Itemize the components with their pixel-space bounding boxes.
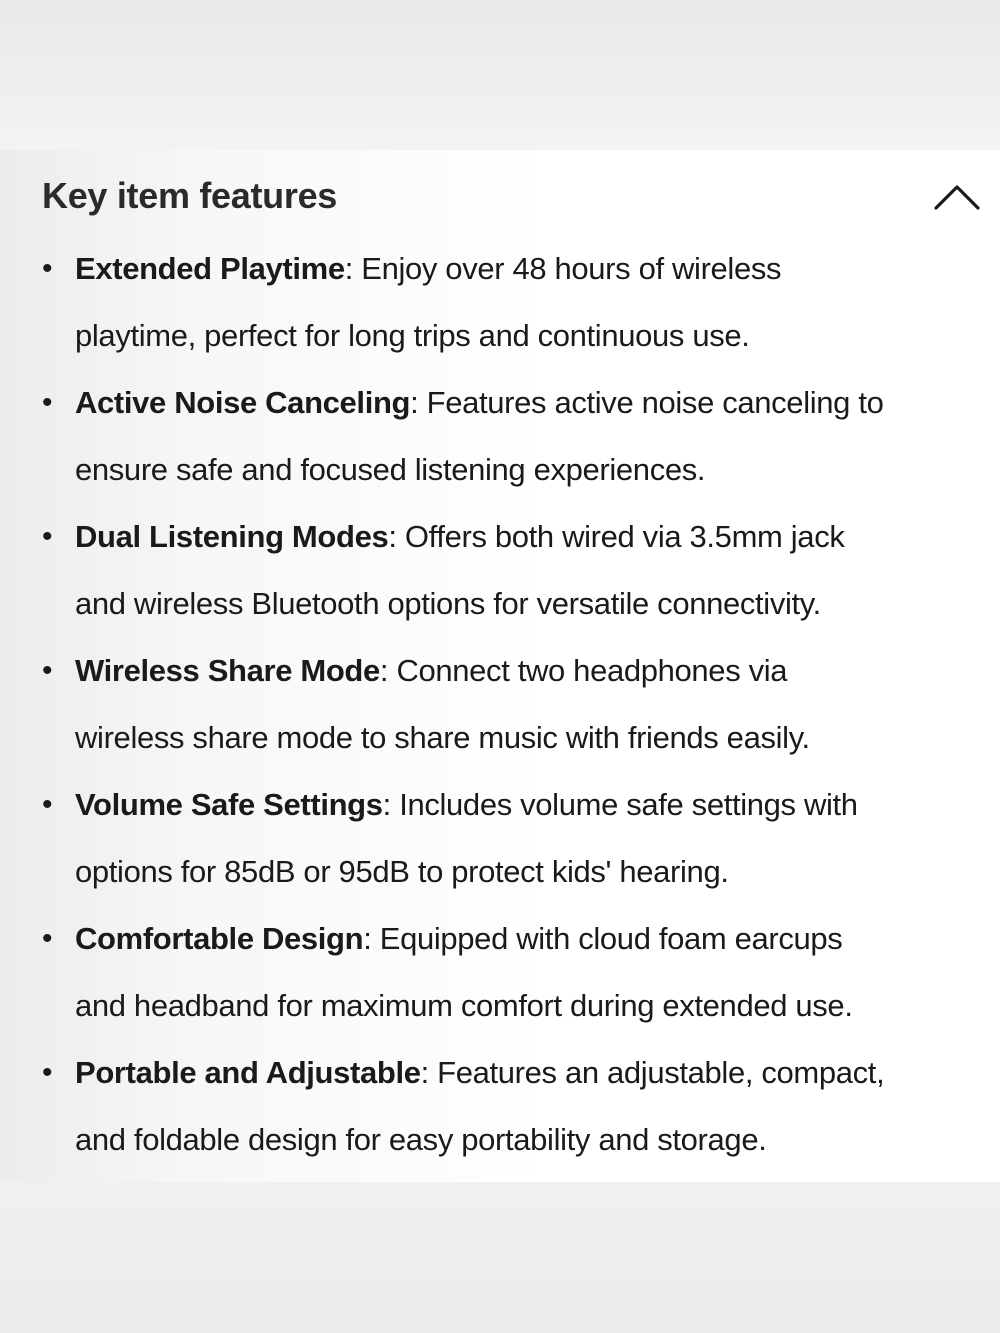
bullet: •: [42, 386, 53, 419]
feature-line-1: [75, 1039, 990, 1106]
feature-line-2: and headband for maximum comfort during extended use.: [75, 988, 853, 1023]
section-title: Key item features: [42, 175, 338, 216]
feature-desc: : Connect two headphones via: [379, 653, 788, 688]
feature-line-1: [75, 235, 990, 302]
feature-line-1: [75, 771, 990, 838]
feature-line-1: [75, 637, 990, 704]
feature-item: [0, 637, 1000, 771]
bullet: •: [42, 788, 53, 821]
bullet: •: [42, 922, 53, 955]
bottom-background: [0, 1182, 1000, 1333]
feature-line-1: [75, 369, 990, 436]
feature-line-2: wireless share mode to share music with friends easily.: [75, 720, 810, 755]
feature-name: Extended Playtime: [75, 251, 345, 286]
feature-name: Dual Listening Modes: [75, 519, 389, 554]
feature-desc: : Equipped with cloud foam earcups: [363, 921, 843, 956]
feature-name: Portable and Adjustable: [75, 1055, 421, 1090]
feature-item: [0, 235, 1000, 369]
feature-line-1: [75, 503, 990, 570]
feature-name: Comfortable Design: [75, 921, 364, 956]
feature-name: Volume Safe Settings: [75, 787, 383, 822]
feature-item: [0, 1039, 1000, 1173]
feature-line-2: options for 85dB or 95dB to protect kids' hearing.: [75, 854, 729, 889]
feature-line-2: ensure safe and focused listening experiences.: [75, 452, 706, 487]
feature-line-2: and foldable design for easy portability and storage.: [75, 1122, 767, 1157]
bullet: •: [42, 654, 53, 687]
feature-desc: : Features active noise canceling to: [410, 385, 884, 420]
feature-line-1: [75, 905, 990, 972]
bullet: •: [42, 252, 53, 285]
feature-desc: : Enjoy over 48 hours of wireless: [344, 251, 782, 286]
feature-name: Active Noise Canceling: [75, 385, 411, 420]
feature-line-2: and wireless Bluetooth options for versatile connectivity.: [75, 586, 821, 621]
key-features-header[interactable]: [42, 168, 982, 224]
feature-desc: : Includes volume safe settings with: [382, 787, 858, 822]
top-background: [0, 0, 1000, 150]
feature-desc: : Offers both wired via 3.5mm jack: [388, 519, 845, 554]
feature-name: Wireless Share Mode: [75, 653, 380, 688]
bullet: •: [42, 1056, 53, 1089]
chevron-up-icon[interactable]: [932, 180, 982, 212]
feature-item: [0, 771, 1000, 905]
feature-item: [0, 905, 1000, 1039]
feature-item: [0, 369, 1000, 503]
feature-list: [0, 235, 1000, 1173]
feature-line-2: playtime, perfect for long trips and continuous use.: [75, 318, 750, 353]
feature-item: [0, 503, 1000, 637]
bullet: •: [42, 520, 53, 553]
feature-desc: : Features an adjustable, compact,: [420, 1055, 885, 1090]
